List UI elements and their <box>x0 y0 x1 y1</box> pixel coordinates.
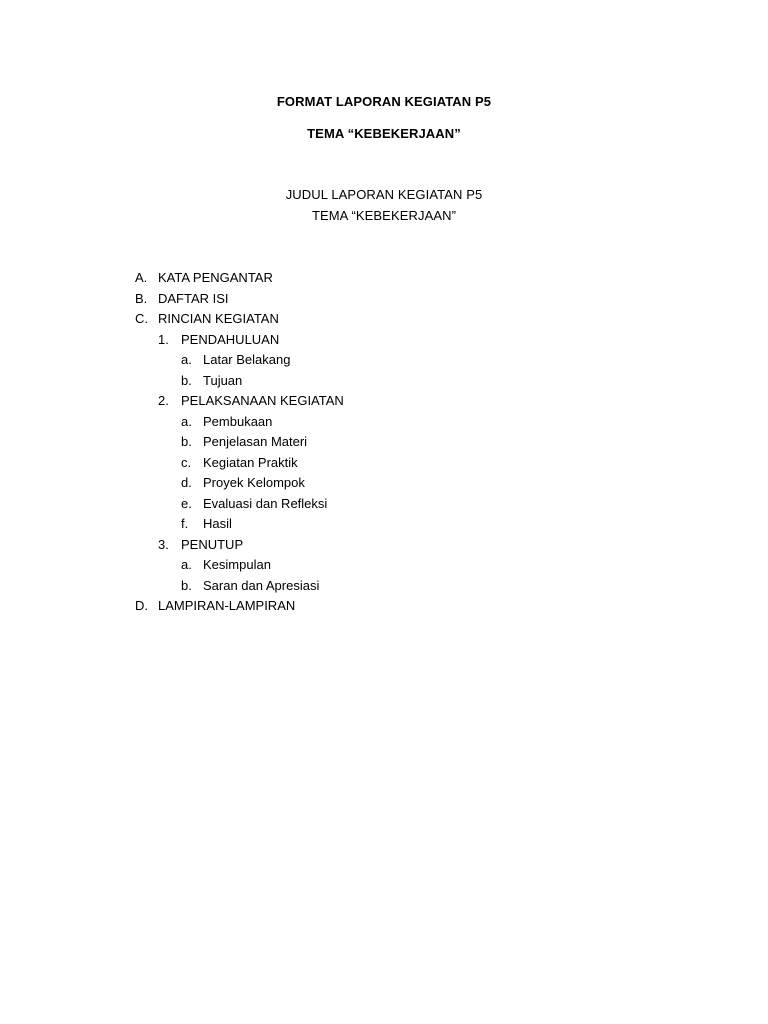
outline-item-penjelasan-materi <box>0 432 768 453</box>
outline-item-kesimpulan <box>0 555 768 576</box>
outline-item-kegiatan-praktik <box>0 453 768 474</box>
list-marker: a. <box>181 352 192 367</box>
list-item-text: Saran dan Apresiasi <box>203 577 320 593</box>
outline-item-pendahuluan <box>0 330 768 351</box>
list-item-text: Tujuan <box>203 372 243 388</box>
outline-item-latar-belakang <box>0 350 768 371</box>
outline-item-proyek-kelompok <box>0 473 768 494</box>
outline-item-saran-dan-apresiasi <box>0 576 768 597</box>
outline-item-hasil <box>0 514 768 535</box>
list-item-text: Evaluasi dan Refleksi <box>203 495 328 511</box>
list-marker: B. <box>135 290 148 306</box>
list-item-text: KATA PENGANTAR <box>158 270 273 285</box>
outline-item-daftar-isi <box>0 289 768 310</box>
outline-item-lampiran <box>0 596 768 617</box>
outline-list <box>0 268 768 617</box>
list-marker: a. <box>181 413 192 429</box>
list-marker: b. <box>181 372 192 388</box>
list-marker: D. <box>135 598 148 613</box>
list-item-text: RINCIAN KEGIATAN <box>158 311 279 326</box>
outline-item-tujuan <box>0 371 768 392</box>
list-item-text: LAMPIRAN-LAMPIRAN <box>158 598 296 613</box>
list-item-text: Hasil <box>203 516 232 531</box>
list-marker: C. <box>135 311 148 326</box>
list-item-text: PENUTUP <box>181 536 244 552</box>
list-marker: 1. <box>158 331 169 347</box>
list-item-text: Penjelasan Materi <box>203 434 308 449</box>
outline-item-penutup <box>0 535 768 556</box>
list-item-text: Proyek Kelompok <box>203 475 305 490</box>
document-title: FORMAT LAPORAN KEGIATAN P5 <box>276 94 492 109</box>
list-item-text: Pembukaan <box>203 413 273 429</box>
list-marker: A. <box>135 270 148 285</box>
outline-item-evaluasi-dan-refleksi <box>0 494 768 515</box>
list-item-text: Kesimpulan <box>203 557 271 572</box>
document-theme: TEMA “KEBEKERJAAN” <box>307 126 461 141</box>
list-marker: d. <box>181 475 192 490</box>
outline-item-rincian-kegiatan <box>0 309 768 330</box>
outline-item-pelaksanaan-kegiatan <box>0 391 768 412</box>
list-item-text: DAFTAR ISI <box>158 290 229 306</box>
list-marker: e. <box>181 495 192 511</box>
report-title: JUDUL LAPORAN KEGIATAN P5 <box>285 187 483 202</box>
outline-item-kata-pengantar <box>0 268 768 289</box>
list-marker: b. <box>181 577 192 593</box>
list-marker: 2. <box>158 393 169 408</box>
list-marker: 3. <box>158 536 169 552</box>
list-marker: f. <box>181 516 189 531</box>
list-item-text: Latar Belakang <box>203 352 291 367</box>
list-marker: c. <box>181 454 192 470</box>
report-theme: TEMA “KEBEKERJAAN” <box>311 208 457 223</box>
list-item-text: Kegiatan Praktik <box>203 454 298 470</box>
list-item-text: PELAKSANAAN KEGIATAN <box>181 393 344 408</box>
list-marker: b. <box>181 434 192 449</box>
outline-item-pembukaan <box>0 412 768 433</box>
list-marker: a. <box>181 557 192 572</box>
list-item-text: PENDAHULUAN <box>181 331 280 347</box>
